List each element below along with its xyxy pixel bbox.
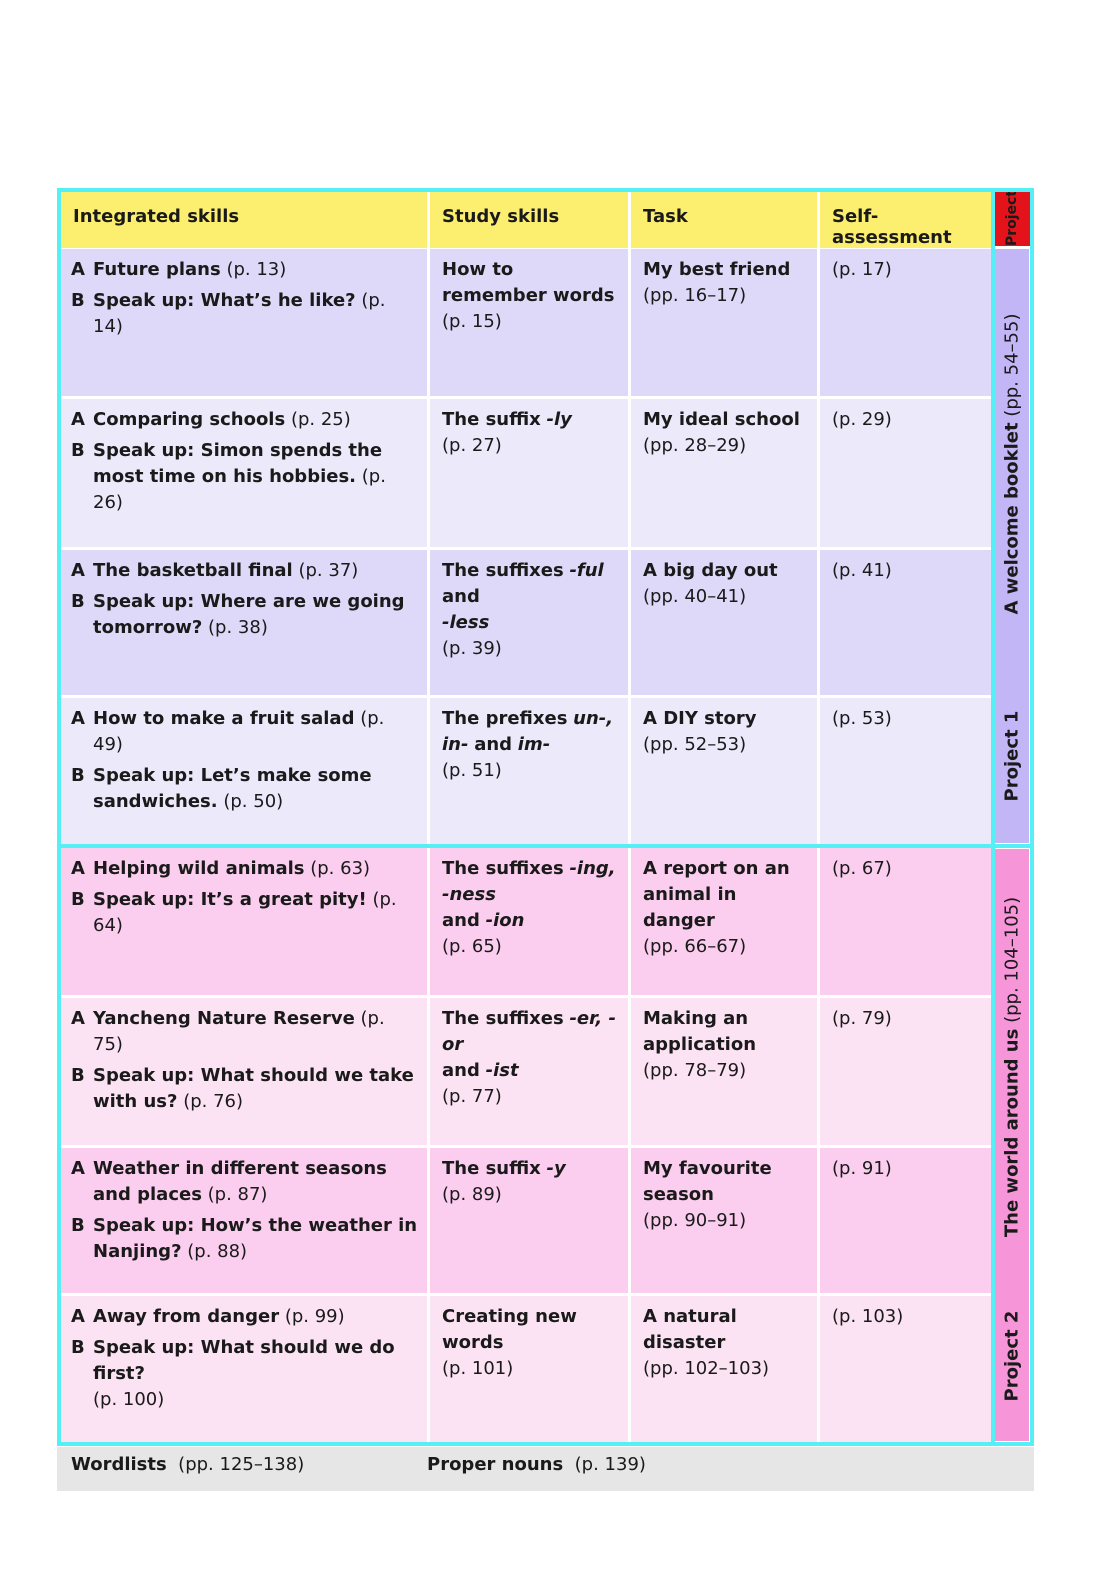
project-1-title: A welcome booklet (1001, 422, 1023, 615)
item-a-page: (p. 37) (298, 560, 359, 581)
study-italic: -y (546, 1158, 566, 1179)
table-row (61, 848, 992, 998)
item-b-title: Speak up: What should we do first? (93, 1337, 395, 1384)
study-page: (p. 101) (442, 1358, 514, 1379)
letter-b: B (71, 290, 85, 311)
study-page: (p. 65) (442, 936, 502, 957)
contents-table (57, 188, 1034, 1446)
task-page: (pp. 90–91) (643, 1210, 747, 1231)
study-skills-cell (430, 399, 631, 550)
self-assessment-cell (820, 698, 992, 848)
header-self-assessment: Self-assessment (820, 188, 992, 248)
integrated-skills-cell (61, 998, 430, 1148)
task-title: My favourite season (643, 1158, 772, 1205)
header-task: Task (631, 188, 820, 248)
table-row (61, 998, 992, 1148)
self-assessment-page: (p. 67) (832, 858, 892, 879)
integrated-skills-cell (61, 399, 430, 550)
study-skills-cell (430, 698, 631, 848)
task-title: Making an application (643, 1008, 757, 1055)
study-page: (p. 15) (442, 311, 502, 332)
item-b-page: (p. 38) (208, 617, 268, 638)
project-1-booklet-label (1002, 314, 1023, 615)
proper-nouns-entry (427, 1454, 646, 1475)
letter-b: B (71, 1337, 85, 1358)
study-page: (p. 89) (442, 1184, 502, 1205)
task-cell (631, 998, 820, 1148)
project-2-sidebar (995, 849, 1029, 1441)
item-a-title: Away from danger (93, 1306, 280, 1327)
table-row (61, 1148, 992, 1296)
project-1-label (1002, 711, 1023, 802)
study-italic: -ly (546, 409, 572, 430)
letter-a: A (71, 259, 85, 280)
letter-b: B (71, 591, 85, 612)
header-project-label: Project (1004, 190, 1020, 246)
letter-a: A (71, 409, 85, 430)
item-a-page: (p. 99) (284, 1306, 345, 1327)
task-page: (pp. 28–29) (643, 435, 747, 456)
table-row (61, 399, 992, 550)
study-text: The suffix (442, 1158, 541, 1179)
item-a-page: (p. 25) (290, 409, 351, 430)
item-a-page: (p. 13) (226, 259, 287, 280)
task-title: A natural disaster (643, 1306, 737, 1353)
proper-nouns-label: Proper nouns (427, 1454, 564, 1475)
proper-nouns-page: (p. 139) (574, 1454, 646, 1475)
integrated-skills-cell (61, 848, 430, 998)
self-assessment-page: (p. 53) (832, 708, 892, 729)
study-and: and (474, 734, 513, 755)
study-page: (p. 77) (442, 1086, 502, 1107)
project-2-title: The world around us (1001, 1028, 1023, 1238)
study-italic: -er, -or (442, 1008, 616, 1055)
item-a-page: (p. 49) (93, 708, 385, 755)
wordlists-page: (pp. 125–138) (178, 1454, 305, 1475)
task-cell (631, 1148, 820, 1296)
integrated-skills-cell (61, 550, 430, 698)
item-b-page: (p. 14) (93, 290, 386, 337)
header-project (992, 190, 1032, 246)
letter-a: A (71, 1008, 85, 1029)
footer-bar (57, 1447, 1034, 1491)
study-skills-cell (430, 998, 631, 1148)
study-and: and (442, 586, 480, 607)
self-assessment-cell (820, 550, 992, 698)
item-a-title: Comparing schools (93, 409, 286, 430)
item-b-title: Speak up: How’s the weather in Nanjing? (93, 1215, 418, 1262)
integrated-skills-cell (61, 698, 430, 848)
task-page: (pp. 40–41) (643, 586, 747, 607)
self-assessment-page: (p. 41) (832, 560, 892, 581)
task-cell (631, 848, 820, 998)
self-assessment-cell (820, 1296, 992, 1442)
study-skills-cell (430, 249, 631, 399)
item-a-title: Helping wild animals (93, 858, 305, 879)
letter-a: A (71, 1158, 85, 1179)
self-assessment-cell (820, 998, 992, 1148)
study-italic: -less (442, 612, 490, 633)
project-1-name: Project 1 (1001, 710, 1023, 802)
item-b-title: Speak up: Let’s make some sandwiches. (93, 765, 372, 812)
item-b-title: Speak up: Where are we going tomorrow? (93, 591, 405, 638)
study-italic: im- (517, 734, 551, 755)
study-skills-cell (430, 848, 631, 998)
task-title: A report on an animal in danger (643, 858, 790, 931)
study-text: The suffixes (442, 1008, 564, 1029)
study-skills-cell (430, 1296, 631, 1442)
study-text: The suffix (442, 409, 541, 430)
self-assessment-cell (820, 249, 992, 399)
project-1-sidebar (995, 249, 1029, 843)
table-row (61, 550, 992, 698)
item-a-page: (p. 87) (207, 1184, 268, 1205)
letter-b: B (71, 440, 85, 461)
item-b-page: (p. 88) (187, 1241, 248, 1262)
item-a-title: How to make a fruit salad (93, 708, 355, 729)
project-2-pages: (pp. 104–105) (1001, 896, 1023, 1023)
integrated-skills-cell (61, 1148, 430, 1296)
task-title: A DIY story (643, 708, 757, 729)
study-italic: in- (442, 734, 469, 755)
study-italic: un-, (573, 708, 614, 729)
task-cell (631, 550, 820, 698)
item-b-title: Speak up: It’s a great pity! (93, 889, 367, 910)
study-italic: -ing, -ness (442, 858, 616, 905)
study-italic: -ion (485, 910, 525, 931)
study-page: (p. 39) (442, 638, 502, 659)
wordlists-entry (71, 1454, 304, 1475)
study-skills-cell (430, 1148, 631, 1296)
table-row (61, 1296, 992, 1442)
item-a-title: The basketball final (93, 560, 293, 581)
project-2-label (1002, 1311, 1023, 1402)
wordlists-label: Wordlists (71, 1454, 167, 1475)
item-a-page: (p. 63) (310, 858, 371, 879)
task-cell (631, 698, 820, 848)
letter-a: A (71, 858, 85, 879)
item-b-page: (p. 64) (93, 889, 397, 936)
task-title: My ideal school (643, 409, 800, 430)
project-2-name: Project 2 (1001, 1310, 1023, 1402)
study-and: and (442, 1060, 480, 1081)
study-italic: -ist (485, 1060, 519, 1081)
letter-b: B (71, 1065, 85, 1086)
project-1-pages: (pp. 54–55) (1001, 313, 1023, 417)
study-text: Creating new words (442, 1306, 577, 1353)
task-cell (631, 399, 820, 550)
task-page: (pp. 78–79) (643, 1060, 747, 1081)
self-assessment-cell (820, 848, 992, 998)
study-skills-cell (430, 550, 631, 698)
letter-b: B (71, 889, 85, 910)
study-page: (p. 27) (442, 435, 502, 456)
self-assessment-page: (p. 91) (832, 1158, 892, 1179)
task-page: (pp. 102–103) (643, 1358, 770, 1379)
project-2-world-label (1002, 897, 1023, 1237)
task-page: (pp. 52–53) (643, 734, 747, 755)
header-study-skills: Study skills (430, 188, 631, 248)
letter-a: A (71, 1306, 85, 1327)
task-page: (pp. 66–67) (643, 936, 747, 957)
study-and: and (442, 910, 480, 931)
self-assessment-page: (p. 17) (832, 259, 892, 280)
letter-a: A (71, 560, 85, 581)
self-assessment-page: (p. 79) (832, 1008, 892, 1029)
integrated-skills-cell (61, 1296, 430, 1442)
task-title: A big day out (643, 560, 778, 581)
study-text: The prefixes (442, 708, 568, 729)
self-assessment-page: (p. 103) (832, 1306, 904, 1327)
item-b-page: (p. 50) (223, 791, 284, 812)
item-b-page: (p. 100) (93, 1389, 165, 1410)
study-page: (p. 51) (442, 760, 502, 781)
item-a-title: Weather in different seasons and places (93, 1158, 387, 1205)
self-assessment-page: (p. 29) (832, 409, 892, 430)
task-page: (pp. 16–17) (643, 285, 747, 306)
item-a-title: Future plans (93, 259, 221, 280)
task-cell (631, 1296, 820, 1442)
letter-b: B (71, 1215, 85, 1236)
item-b-page: (p. 26) (93, 466, 386, 513)
item-b-page: (p. 76) (183, 1091, 244, 1112)
self-assessment-cell (820, 1148, 992, 1296)
item-b-title: Speak up: What’s he like? (93, 290, 356, 311)
letter-b: B (71, 765, 85, 786)
table-row (61, 249, 992, 399)
item-a-page: (p. 75) (93, 1008, 385, 1055)
header-integrated-skills: Integrated skills (61, 188, 430, 248)
letter-a: A (71, 708, 85, 729)
item-b-title: Speak up: What should we take with us? (93, 1065, 414, 1112)
task-cell (631, 249, 820, 399)
study-text: How to remember words (442, 259, 615, 306)
self-assessment-cell (820, 399, 992, 550)
task-title: My best friend (643, 259, 791, 280)
study-italic: -ful (569, 560, 604, 581)
item-a-title: Yancheng Nature Reserve (93, 1008, 355, 1029)
study-text: The suffixes (442, 560, 564, 581)
table-row (61, 698, 992, 848)
integrated-skills-cell (61, 249, 430, 399)
study-text: The suffixes (442, 858, 564, 879)
project-column-divider (991, 188, 995, 1446)
item-b-title: Speak up: Simon spends the most time on his hobbies. (93, 440, 383, 487)
